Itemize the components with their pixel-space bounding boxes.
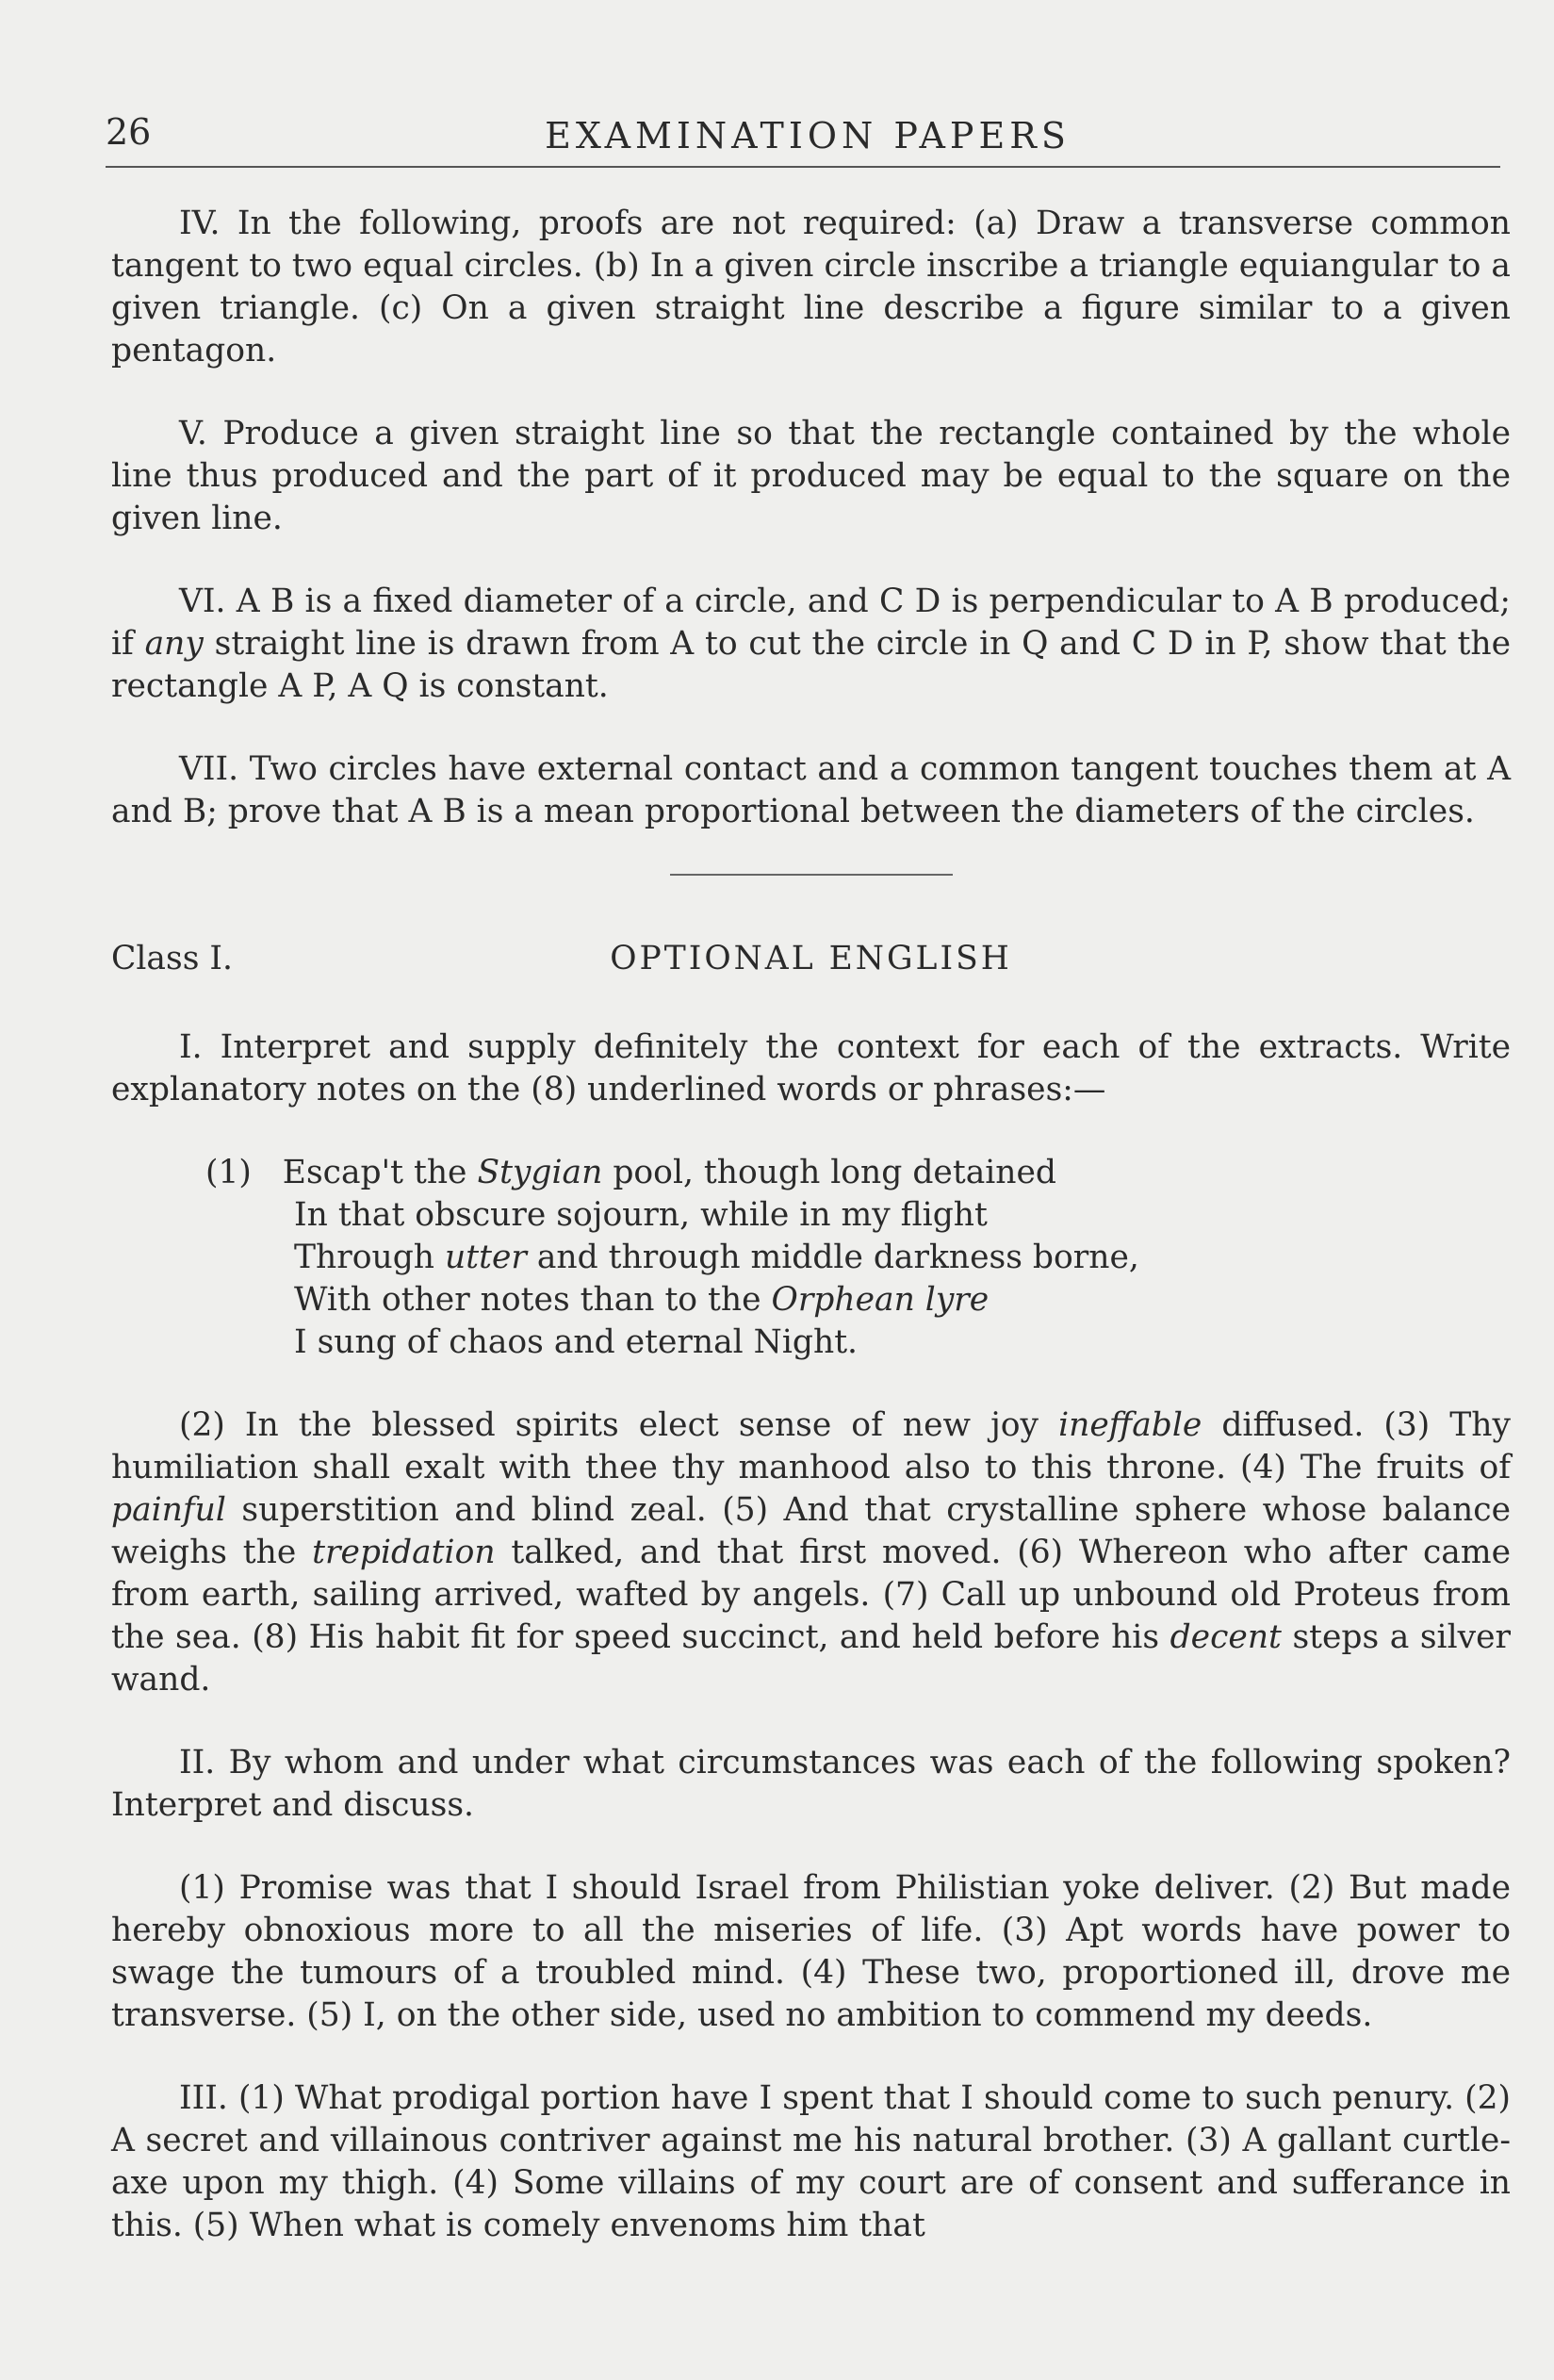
verse-extract (205, 1152, 1511, 1364)
question-number: II. (179, 1744, 216, 1781)
question-number: V. (179, 415, 207, 452)
question-text: Produce a given straight line so that the rectangle contained by the whole line thus produced and the part of it produced may be equal to the square on the given line. (111, 415, 1511, 537)
english-question-ii-items: (1) Promise was that I should Israel from Philistian yoke deliver. (2) But made hereby obnoxious more to all the miseries of life. (3) Apt words have power to swage the tumours of a troubled mind. (4) These two, proportioned ill, drove me transverse. (5) I, on the other side, used no ambition to commend my deeds. (111, 1869, 1511, 2034)
verse-line: In that obscure sojourn, while in my flight (294, 1196, 988, 1234)
running-head: EXAMINATION PAPERS (545, 115, 1071, 156)
question-text: (1) What prodigal portion have I spent that I should come to such penury. (2) A secret and villainous contriver against me his natural brother. (3) A gallant curtle-axe upon my thigh. (4) Some villains of my court are of consent and sufferance in this. (5) When what is comely envenoms him that (111, 2079, 1512, 2244)
italic-word: trepidation (312, 1534, 496, 1571)
question-number: VI. (179, 583, 226, 620)
question-vii (111, 748, 1511, 833)
italic-word: ineffable (1058, 1406, 1202, 1444)
question-number: VII. (179, 750, 239, 788)
extracts-paragraph: (2) In the blessed spirits elect sense of new joy ineffable diffused. (3) Thy humiliation shall exalt with thee thy manhood also to this throne. (4) The fruits of painful superstition and blind zeal. (5) And that crystalline sphere whose balance weighs the trepidation talked, and that first moved. (6) Whereon who after came from earth, sailing arrived, wafted by angels. (7) Call up unbound old Proteus from the sea. (8) His habit fit for speed succinct, and held before his decent steps a silver wand. (111, 1406, 1512, 1699)
question-text: In the following, proofs are not required: (a) Draw a transverse common tangent to two equal circles. (b) In a given circle inscribe a triangle equiangular to a given triangle. (c) On a given straight line describe a figure similar to a given pentagon. (111, 205, 1511, 369)
question-text: A B is a fixed diameter of a circle, and C D is perpendicular to A B produced; if (111, 583, 1512, 663)
page-body (111, 203, 1511, 2288)
section-heading (111, 938, 1511, 985)
italic-word: any (144, 625, 204, 663)
italic-word: decent (1170, 1618, 1282, 1656)
question-v (111, 413, 1511, 540)
header-rule (106, 166, 1500, 168)
question-text: straight line is drawn from A to cut the circle in Q and C D in P, show that the rectangle A P, A Q is constant. (111, 625, 1512, 705)
english-question-i (111, 1026, 1511, 1111)
extract-number: (1) (205, 1154, 252, 1191)
section-title: OPTIONAL ENGLISH (610, 940, 1012, 977)
page-header (106, 111, 1510, 170)
italic-word: Orphean lyre (771, 1281, 990, 1319)
page-number: 26 (106, 111, 152, 153)
question-iv (111, 203, 1511, 372)
question-vi (111, 581, 1511, 708)
question-number: I. (179, 1028, 203, 1066)
verse-line: With other notes than to the Orphean lyre (294, 1281, 990, 1319)
verse-line: Through utter and through middle darkness borne, (294, 1239, 1139, 1276)
italic-word: Stygian (477, 1154, 603, 1191)
verse-line: (1) Escap't the Stygian pool, though long detained (205, 1154, 1057, 1191)
question-text: By whom and under what circumstances was each of the following spoken? Interpret and discuss. (111, 1744, 1512, 1824)
question-number: III. (179, 2079, 228, 2117)
verse-line: I sung of chaos and eternal Night. (294, 1323, 859, 1361)
question-number: IV. (179, 205, 221, 242)
question-text: Interpret and supply definitely the context for each of the extracts. Write explanatory notes on the (8) underlined words or phrases:— (111, 1028, 1512, 1108)
class-label: Class I. (111, 940, 233, 977)
italic-word: painful (111, 1491, 226, 1529)
italic-word: utter (445, 1239, 527, 1276)
english-question-iii (111, 2077, 1511, 2247)
question-text: Two circles have external contact and a common tangent touches them at A and B; prove that A B is a mean proportional between the diameters of the circles. (111, 750, 1511, 830)
section-divider (670, 874, 953, 876)
english-question-ii (111, 1742, 1511, 1827)
